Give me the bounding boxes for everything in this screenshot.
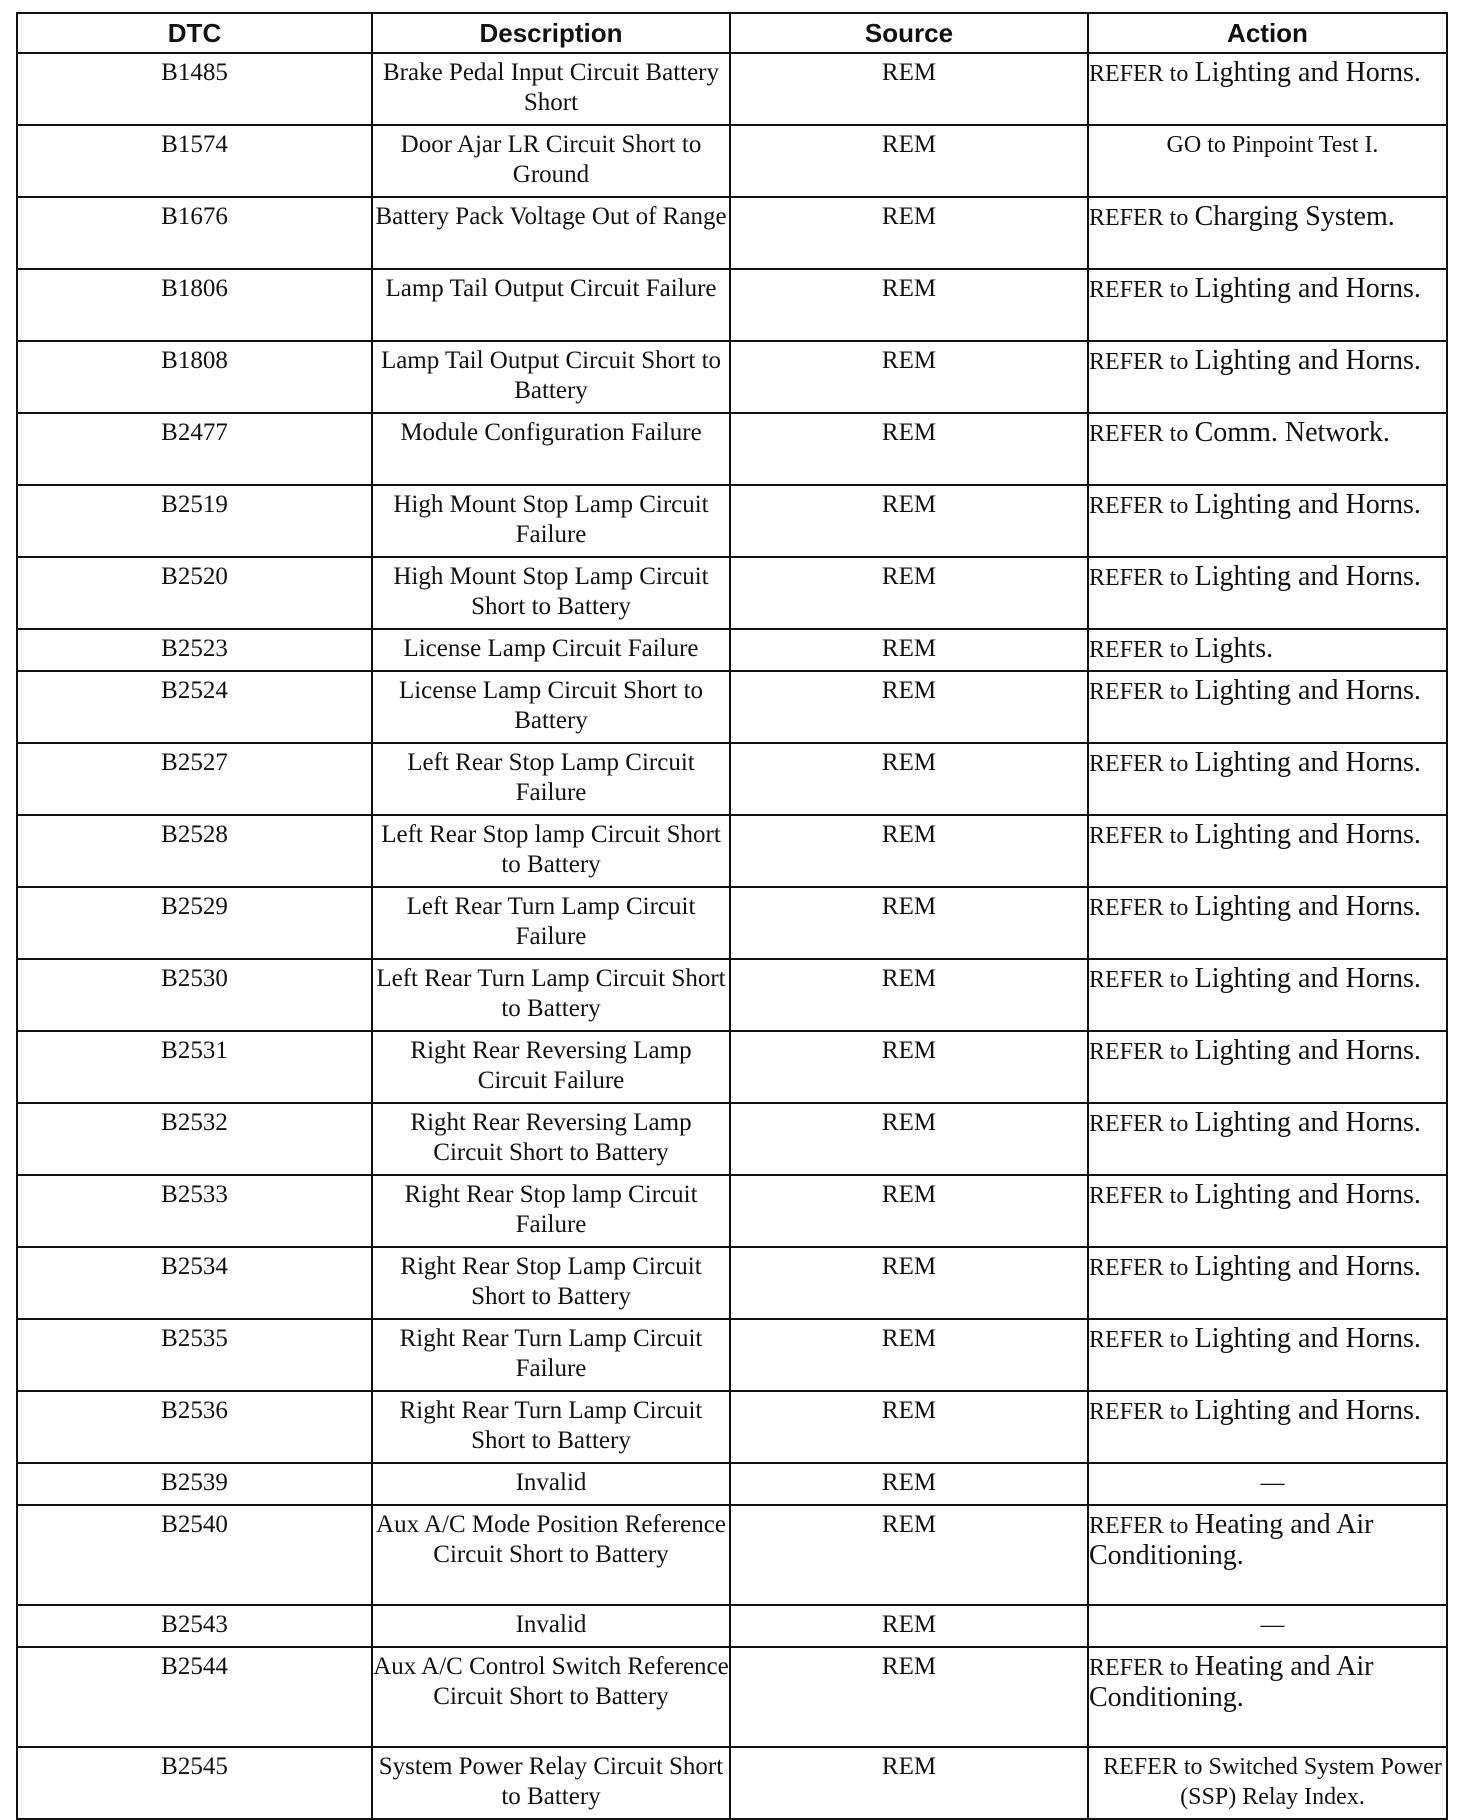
table-row <box>17 743 1447 815</box>
table-row <box>17 557 1447 629</box>
description-cell: Aux A/C Control Switch Reference Circuit Short to Battery <box>372 1647 730 1747</box>
action-cell <box>1088 1031 1447 1103</box>
action-cell <box>1088 1175 1447 1247</box>
action-prefix: REFER to <box>1089 277 1189 303</box>
description-cell: License Lamp Circuit Short to Battery <box>372 671 730 743</box>
source-cell: REM <box>730 1505 1088 1605</box>
table-row <box>17 1247 1447 1319</box>
description-cell: Door Ajar LR Circuit Short to Ground <box>372 125 730 197</box>
source-cell: REM <box>730 341 1088 413</box>
description-cell: Right Rear Stop lamp Circuit Failure <box>372 1175 730 1247</box>
description-cell: Right Rear Reversing Lamp Circuit Short to Battery <box>372 1103 730 1175</box>
action-reference: REFER to Switched System Power (SSP) Relay Index. <box>1103 1754 1442 1810</box>
action-reference: Lighting and Horns. <box>1194 891 1421 922</box>
source-cell: REM <box>730 413 1088 485</box>
table-row <box>17 815 1447 887</box>
description-cell: Right Rear Reversing Lamp Circuit Failure <box>372 1031 730 1103</box>
action-prefix: REFER to <box>1089 349 1189 375</box>
action-reference: Lighting and Horns. <box>1194 561 1421 592</box>
description-cell: Brake Pedal Input Circuit Battery Short <box>372 53 730 125</box>
action-reference: — <box>1260 1612 1285 1638</box>
action-reference: Lighting and Horns. <box>1194 1251 1421 1282</box>
action-cell <box>1088 485 1447 557</box>
action-cell <box>1088 413 1447 485</box>
dtc-code-cell: B2543 <box>17 1605 372 1647</box>
table-row <box>17 1175 1447 1247</box>
source-cell: REM <box>730 1391 1088 1463</box>
table-row <box>17 1605 1447 1647</box>
action-cell <box>1088 1391 1447 1463</box>
action-prefix: REFER to <box>1089 1183 1189 1209</box>
action-cell <box>1088 557 1447 629</box>
dtc-code-cell: B2534 <box>17 1247 372 1319</box>
action-prefix: REFER to <box>1089 421 1189 447</box>
action-prefix: REFER to <box>1089 1513 1189 1539</box>
table-body <box>17 53 1447 1819</box>
description-cell: High Mount Stop Lamp Circuit Failure <box>372 485 730 557</box>
action-reference: Lighting and Horns. <box>1194 57 1421 88</box>
description-cell: Invalid <box>372 1463 730 1505</box>
description-cell: Invalid <box>372 1605 730 1647</box>
action-reference: Lighting and Horns. <box>1194 819 1421 850</box>
table-row <box>17 269 1447 341</box>
description-cell: Left Rear Stop Lamp Circuit Failure <box>372 743 730 815</box>
action-cell <box>1088 1247 1447 1319</box>
source-cell: REM <box>730 629 1088 671</box>
table-row <box>17 1505 1447 1605</box>
action-prefix: REFER to <box>1089 751 1189 777</box>
action-prefix: REFER to <box>1089 493 1189 519</box>
source-cell: REM <box>730 887 1088 959</box>
dtc-code-cell: B2535 <box>17 1319 372 1391</box>
action-reference: Lighting and Horns. <box>1194 1107 1421 1138</box>
dtc-code-cell: B2527 <box>17 743 372 815</box>
action-reference: Lighting and Horns. <box>1194 1179 1421 1210</box>
action-prefix: REFER to <box>1089 61 1189 87</box>
dtc-code-cell: B2536 <box>17 1391 372 1463</box>
table-row <box>17 1747 1447 1819</box>
action-reference: Lights. <box>1194 633 1274 664</box>
table-row <box>17 887 1447 959</box>
column-header-dtc: DTC <box>17 13 372 53</box>
description-cell: Left Rear Turn Lamp Circuit Short to Battery <box>372 959 730 1031</box>
column-header-source: Source <box>730 13 1088 53</box>
table-row <box>17 413 1447 485</box>
action-cell <box>1088 1647 1447 1747</box>
action-cell <box>1088 1103 1447 1175</box>
dtc-code-cell: B1485 <box>17 53 372 125</box>
action-prefix: REFER to <box>1089 1039 1189 1065</box>
action-reference: Heating and Air Conditioning. <box>1089 1509 1374 1571</box>
action-prefix: REFER to <box>1089 565 1189 591</box>
source-cell: REM <box>730 53 1088 125</box>
action-cell <box>1088 1463 1447 1505</box>
action-reference: Lighting and Horns. <box>1194 345 1421 376</box>
action-prefix: REFER to <box>1089 895 1189 921</box>
action-cell <box>1088 53 1447 125</box>
description-cell: Right Rear Turn Lamp Circuit Failure <box>372 1319 730 1391</box>
description-cell: Left Rear Turn Lamp Circuit Failure <box>372 887 730 959</box>
table-row <box>17 197 1447 269</box>
action-reference: Lighting and Horns. <box>1194 1323 1421 1354</box>
description-cell: High Mount Stop Lamp Circuit Short to Battery <box>372 557 730 629</box>
dtc-table <box>16 12 1448 1820</box>
action-reference: Lighting and Horns. <box>1194 273 1421 304</box>
source-cell: REM <box>730 1103 1088 1175</box>
source-cell: REM <box>730 1747 1088 1819</box>
action-cell <box>1088 269 1447 341</box>
description-cell: Right Rear Stop Lamp Circuit Short to Battery <box>372 1247 730 1319</box>
action-reference: Charging System. <box>1194 201 1395 232</box>
action-prefix: REFER to <box>1089 205 1189 231</box>
action-cell <box>1088 743 1447 815</box>
dtc-code-cell: B2533 <box>17 1175 372 1247</box>
table-row <box>17 1463 1447 1505</box>
description-cell: Left Rear Stop lamp Circuit Short to Battery <box>372 815 730 887</box>
action-prefix: REFER to <box>1089 1655 1189 1681</box>
action-reference: Lighting and Horns. <box>1194 747 1421 778</box>
action-prefix: REFER to <box>1089 1111 1189 1137</box>
dtc-code-cell: B2519 <box>17 485 372 557</box>
dtc-code-cell: B2477 <box>17 413 372 485</box>
source-cell: REM <box>730 1605 1088 1647</box>
source-cell: REM <box>730 269 1088 341</box>
source-cell: REM <box>730 1319 1088 1391</box>
dtc-code-cell: B1676 <box>17 197 372 269</box>
dtc-code-cell: B1806 <box>17 269 372 341</box>
dtc-code-cell: B2530 <box>17 959 372 1031</box>
source-cell: REM <box>730 815 1088 887</box>
dtc-code-cell: B2539 <box>17 1463 372 1505</box>
action-cell <box>1088 1605 1447 1647</box>
table-row <box>17 1031 1447 1103</box>
table-row <box>17 1647 1447 1747</box>
action-prefix: REFER to <box>1089 967 1189 993</box>
source-cell: REM <box>730 671 1088 743</box>
action-reference: — <box>1260 1470 1285 1496</box>
table-row <box>17 959 1447 1031</box>
table-header-row <box>17 13 1447 53</box>
source-cell: REM <box>730 485 1088 557</box>
table-row <box>17 53 1447 125</box>
action-prefix: REFER to <box>1089 1327 1189 1353</box>
source-cell: REM <box>730 959 1088 1031</box>
source-cell: REM <box>730 557 1088 629</box>
dtc-code-cell: B1808 <box>17 341 372 413</box>
action-reference: Comm. Network. <box>1194 417 1390 448</box>
table-row <box>17 1103 1447 1175</box>
source-cell: REM <box>730 1247 1088 1319</box>
action-cell <box>1088 887 1447 959</box>
action-cell <box>1088 1505 1447 1605</box>
table-row <box>17 341 1447 413</box>
dtc-code-cell: B2532 <box>17 1103 372 1175</box>
source-cell: REM <box>730 1175 1088 1247</box>
dtc-code-cell: B2540 <box>17 1505 372 1605</box>
dtc-code-cell: B2531 <box>17 1031 372 1103</box>
description-cell: Module Configuration Failure <box>372 413 730 485</box>
table-row <box>17 671 1447 743</box>
table-row <box>17 485 1447 557</box>
column-header-description: Description <box>372 13 730 53</box>
dtc-code-cell: B2529 <box>17 887 372 959</box>
action-reference: Lighting and Horns. <box>1194 489 1421 520</box>
action-cell <box>1088 341 1447 413</box>
source-cell: REM <box>730 125 1088 197</box>
action-reference: Lighting and Horns. <box>1194 675 1421 706</box>
action-cell <box>1088 197 1447 269</box>
dtc-table-page <box>16 12 1446 1820</box>
action-prefix: REFER to <box>1089 1399 1189 1425</box>
action-prefix: REFER to <box>1089 679 1189 705</box>
source-cell: REM <box>730 743 1088 815</box>
description-cell: Right Rear Turn Lamp Circuit Short to Battery <box>372 1391 730 1463</box>
action-cell <box>1088 629 1447 671</box>
action-prefix: REFER to <box>1089 1255 1189 1281</box>
dtc-code-cell: B2524 <box>17 671 372 743</box>
dtc-code-cell: B2520 <box>17 557 372 629</box>
table-row <box>17 629 1447 671</box>
table-row <box>17 1391 1447 1463</box>
source-cell: REM <box>730 197 1088 269</box>
description-cell: Lamp Tail Output Circuit Short to Battery <box>372 341 730 413</box>
description-cell: Aux A/C Mode Position Reference Circuit Short to Battery <box>372 1505 730 1605</box>
description-cell: License Lamp Circuit Failure <box>372 629 730 671</box>
dtc-code-cell: B2544 <box>17 1647 372 1747</box>
action-reference: GO to Pinpoint Test I. <box>1166 132 1379 158</box>
action-reference: Lighting and Horns. <box>1194 963 1421 994</box>
action-cell <box>1088 125 1447 197</box>
table-row <box>17 125 1447 197</box>
action-cell <box>1088 1319 1447 1391</box>
action-cell <box>1088 959 1447 1031</box>
dtc-code-cell: B2545 <box>17 1747 372 1819</box>
action-cell <box>1088 1747 1447 1819</box>
action-reference: Heating and Air Conditioning. <box>1089 1651 1374 1713</box>
column-header-action: Action <box>1088 13 1447 53</box>
description-cell: Battery Pack Voltage Out of Range <box>372 197 730 269</box>
action-prefix: REFER to <box>1089 823 1189 849</box>
source-cell: REM <box>730 1463 1088 1505</box>
action-reference: Lighting and Horns. <box>1194 1395 1421 1426</box>
action-prefix: REFER to <box>1089 637 1189 663</box>
source-cell: REM <box>730 1647 1088 1747</box>
action-cell <box>1088 671 1447 743</box>
table-row <box>17 1319 1447 1391</box>
source-cell: REM <box>730 1031 1088 1103</box>
action-reference: Lighting and Horns. <box>1194 1035 1421 1066</box>
dtc-code-cell: B1574 <box>17 125 372 197</box>
dtc-code-cell: B2528 <box>17 815 372 887</box>
description-cell: Lamp Tail Output Circuit Failure <box>372 269 730 341</box>
description-cell: System Power Relay Circuit Short to Battery <box>372 1747 730 1819</box>
dtc-code-cell: B2523 <box>17 629 372 671</box>
action-cell <box>1088 815 1447 887</box>
